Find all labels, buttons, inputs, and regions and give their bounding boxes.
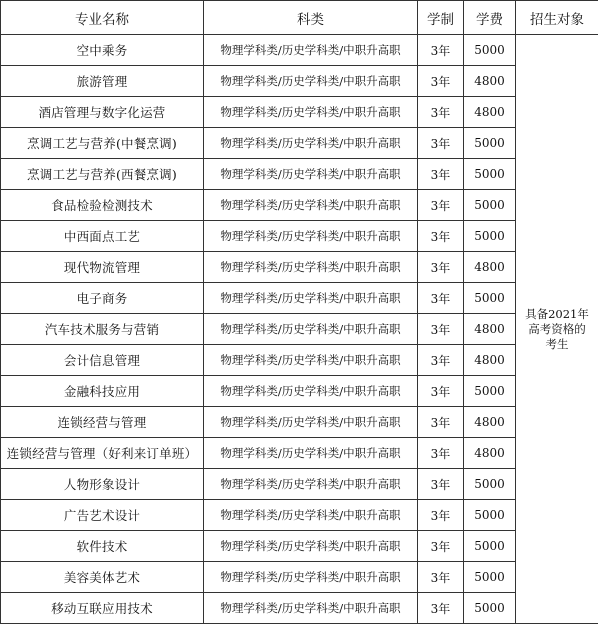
cell-major: 移动互联应用技术	[1, 593, 204, 624]
cell-category: 物理学科类/历史学科类/中职升高职	[204, 159, 418, 190]
cell-duration: 3年	[418, 190, 464, 221]
cell-duration: 3年	[418, 97, 464, 128]
cell-major: 连锁经营与管理（好利来订单班）	[1, 438, 204, 469]
cell-fee: 5000	[464, 469, 516, 500]
target-note-line: 考生	[545, 336, 569, 351]
cell-major: 酒店管理与数字化运营	[1, 97, 204, 128]
cell-category: 物理学科类/历史学科类/中职升高职	[204, 562, 418, 593]
table-row	[1, 159, 598, 190]
table-row	[1, 531, 598, 562]
cell-fee: 4800	[464, 407, 516, 438]
cell-fee: 4800	[464, 66, 516, 97]
cell-major: 连锁经营与管理	[1, 407, 204, 438]
cell-duration: 3年	[418, 593, 464, 624]
header-duration: 学制	[418, 1, 464, 35]
cell-duration: 3年	[418, 531, 464, 562]
cell-duration: 3年	[418, 438, 464, 469]
cell-major: 广告艺术设计	[1, 500, 204, 531]
cell-duration: 3年	[418, 407, 464, 438]
cell-fee: 5000	[464, 159, 516, 190]
cell-duration: 3年	[418, 221, 464, 252]
cell-category: 物理学科类/历史学科类/中职升高职	[204, 407, 418, 438]
cell-fee: 5000	[464, 128, 516, 159]
cell-category: 物理学科类/历史学科类/中职升高职	[204, 283, 418, 314]
cell-fee: 5000	[464, 500, 516, 531]
cell-fee: 5000	[464, 190, 516, 221]
table-row	[1, 314, 598, 345]
cell-category: 物理学科类/历史学科类/中职升高职	[204, 376, 418, 407]
table-row	[1, 407, 598, 438]
cell-fee: 4800	[464, 252, 516, 283]
cell-fee: 5000	[464, 562, 516, 593]
cell-category: 物理学科类/历史学科类/中职升高职	[204, 345, 418, 376]
cell-category: 物理学科类/历史学科类/中职升高职	[204, 314, 418, 345]
header-category: 科类	[204, 1, 418, 35]
cell-category: 物理学科类/历史学科类/中职升高职	[204, 531, 418, 562]
cell-duration: 3年	[418, 35, 464, 66]
cell-major: 人物形象设计	[1, 469, 204, 500]
table-row	[1, 562, 598, 593]
cell-fee: 5000	[464, 593, 516, 624]
cell-duration: 3年	[418, 128, 464, 159]
cell-major: 烹调工艺与营养(西餐烹调)	[1, 159, 204, 190]
cell-category: 物理学科类/历史学科类/中职升高职	[204, 252, 418, 283]
cell-major: 食品检验检测技术	[1, 190, 204, 221]
cell-duration: 3年	[418, 345, 464, 376]
table-row	[1, 593, 598, 624]
cell-category: 物理学科类/历史学科类/中职升高职	[204, 128, 418, 159]
table-body	[1, 35, 598, 624]
cell-category: 物理学科类/历史学科类/中职升高职	[204, 66, 418, 97]
cell-fee: 5000	[464, 221, 516, 252]
cell-duration: 3年	[418, 562, 464, 593]
cell-duration: 3年	[418, 159, 464, 190]
cell-fee: 4800	[464, 97, 516, 128]
cell-category: 物理学科类/历史学科类/中职升高职	[204, 593, 418, 624]
table-row	[1, 469, 598, 500]
cell-duration: 3年	[418, 376, 464, 407]
cell-duration: 3年	[418, 314, 464, 345]
table-row	[1, 35, 598, 66]
cell-fee: 4800	[464, 345, 516, 376]
cell-fee: 4800	[464, 314, 516, 345]
cell-major: 软件技术	[1, 531, 204, 562]
table-row	[1, 128, 598, 159]
header-target: 招生对象	[516, 1, 598, 35]
table-header	[1, 1, 598, 35]
header-major: 专业名称	[1, 1, 204, 35]
table-row	[1, 500, 598, 531]
cell-duration: 3年	[418, 283, 464, 314]
cell-category: 物理学科类/历史学科类/中职升高职	[204, 97, 418, 128]
cell-major: 旅游管理	[1, 66, 204, 97]
target-note-line: 高考资格的	[528, 321, 586, 336]
table-row	[1, 376, 598, 407]
table-row	[1, 438, 598, 469]
cell-major: 电子商务	[1, 283, 204, 314]
header-row	[1, 1, 598, 35]
cell-category: 物理学科类/历史学科类/中职升高职	[204, 190, 418, 221]
cell-fee: 5000	[464, 376, 516, 407]
cell-major: 美容美体艺术	[1, 562, 204, 593]
cell-category: 物理学科类/历史学科类/中职升高职	[204, 221, 418, 252]
cell-category: 物理学科类/历史学科类/中职升高职	[204, 438, 418, 469]
cell-major: 中西面点工艺	[1, 221, 204, 252]
cell-category: 物理学科类/历史学科类/中职升高职	[204, 500, 418, 531]
table-row	[1, 190, 598, 221]
table-row	[1, 97, 598, 128]
cell-fee: 5000	[464, 531, 516, 562]
table-row	[1, 345, 598, 376]
cell-duration: 3年	[418, 252, 464, 283]
cell-duration: 3年	[418, 66, 464, 97]
table-row	[1, 66, 598, 97]
cell-category: 物理学科类/历史学科类/中职升高职	[204, 35, 418, 66]
cell-target-note	[516, 35, 598, 624]
cell-major: 金融科技应用	[1, 376, 204, 407]
target-note-line: 具备2021年	[525, 306, 589, 321]
cell-major: 空中乘务	[1, 35, 204, 66]
table-row	[1, 221, 598, 252]
header-fee: 学费	[464, 1, 516, 35]
cell-category: 物理学科类/历史学科类/中职升高职	[204, 469, 418, 500]
table-row	[1, 283, 598, 314]
cell-major: 现代物流管理	[1, 252, 204, 283]
cell-duration: 3年	[418, 500, 464, 531]
cell-fee: 5000	[464, 35, 516, 66]
cell-fee: 5000	[464, 283, 516, 314]
cell-major: 会计信息管理	[1, 345, 204, 376]
cell-major: 烹调工艺与营养(中餐烹调)	[1, 128, 204, 159]
table-row	[1, 252, 598, 283]
cell-duration: 3年	[418, 469, 464, 500]
cell-major: 汽车技术服务与营销	[1, 314, 204, 345]
cell-fee: 4800	[464, 438, 516, 469]
